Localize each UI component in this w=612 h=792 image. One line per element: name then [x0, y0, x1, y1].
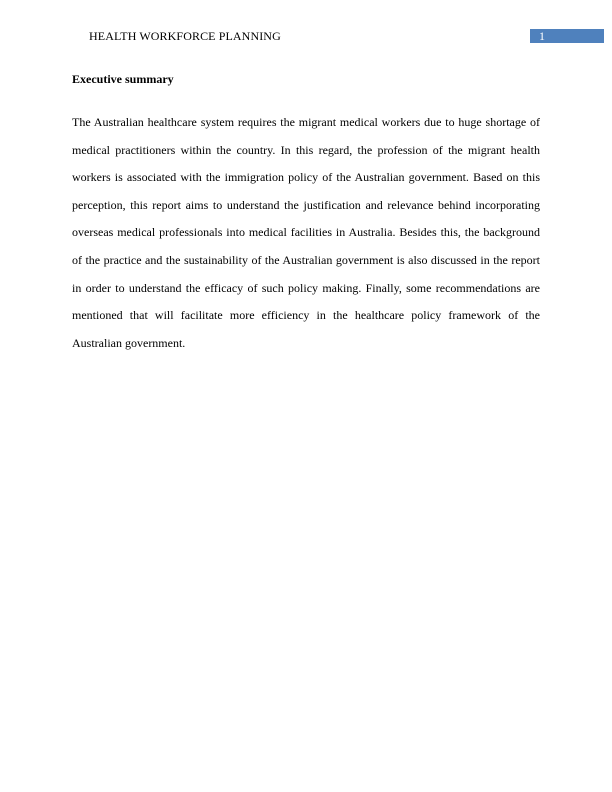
executive-summary-paragraph: The Australian healthcare system requires the migrant medical workers due to huge shortage of medical practitioners within the country. In this regard, the profession of the migrant health workers is associated with the immigration policy of the Australian government. Based on this perception, this report aims to understand the justification and relevance behind incorporating overseas medical professionals into medical facilities in Australia. Besides this, the background of the practice and the sustainability of the Australian government is also discussed in the report in order to understand the efficacy of such policy making. Finally, some recommendations are mentioned that will facilitate more efficiency in the healthcare policy framework of the Australian government. [72, 115, 540, 350]
page-number: 1 [539, 29, 545, 43]
running-header-title: HEALTH WORKFORCE PLANNING [89, 29, 281, 43]
section-heading: Executive summary [72, 72, 174, 86]
page-number-badge [530, 29, 604, 43]
